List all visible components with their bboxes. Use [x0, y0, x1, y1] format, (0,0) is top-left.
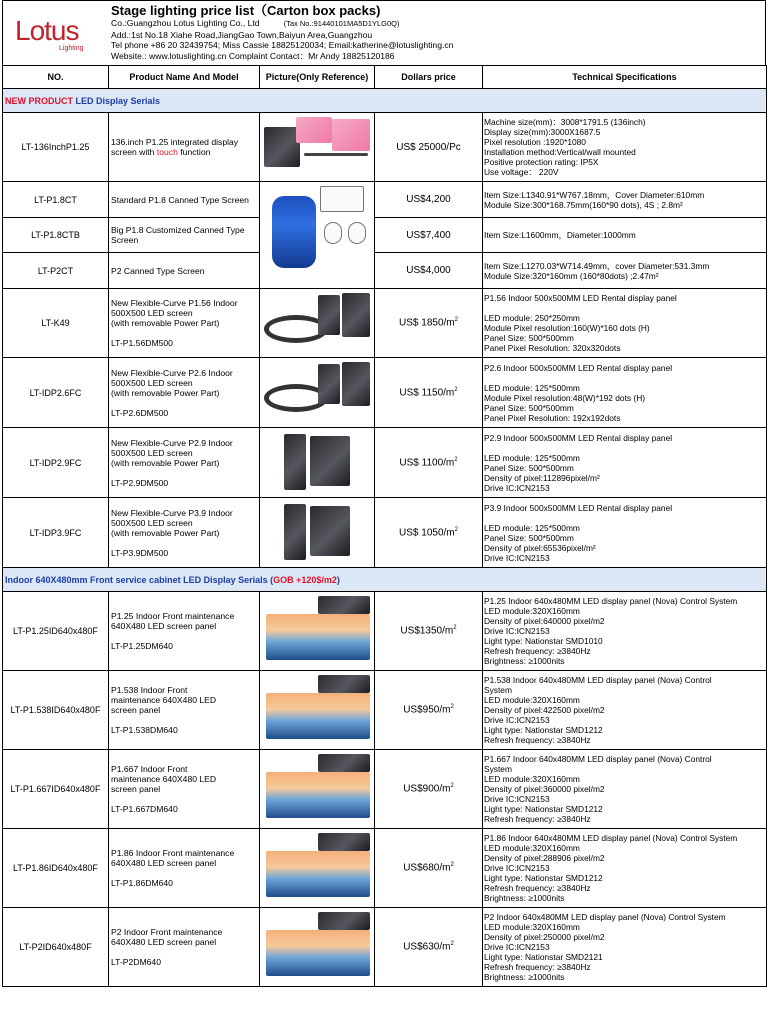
panel-image: [310, 506, 350, 556]
row-model-no: LT-P1.86ID640x480F: [3, 829, 109, 908]
table-row: [3, 829, 767, 908]
cabinet-image: [318, 754, 370, 772]
gob-highlight: GOB +120$/m2: [273, 574, 337, 585]
contact-line: Tel phone +86 20 32439754; Miss Cassie 18825120034; Email:katherine@lotuslighting.cn: [111, 40, 454, 50]
row-product-name: New Flexible-Curve P1.56 Indoor 500X500 LED screen (with removable Power Part) LT-P1.56DM500: [109, 289, 260, 358]
section-title: [3, 89, 767, 113]
panel-image: [318, 295, 340, 335]
product-picture: [260, 113, 375, 182]
row-spec: Item Size:L1340.91*W767.18mm，Cover Diameter:610mm Module Size:300*168.75mm(160*90 dots), 4S ; 2.8m²: [483, 182, 767, 218]
cabinet-image: [318, 596, 370, 614]
row-model-no: LT-P2CT: [3, 253, 109, 289]
col-header-name: Product Name And Model: [109, 66, 260, 89]
table-header-row: [3, 66, 767, 89]
row-product-name: P1.86 Indoor Front maintenance 640X480 LED screen panel LT-P1.86DM640: [109, 829, 260, 908]
product-picture: [260, 671, 375, 750]
row-price: US$ $1050/m^2$: [375, 498, 483, 568]
table-row: [3, 498, 767, 568]
col-header-no: NO.: [3, 66, 109, 89]
product-picture: [260, 289, 375, 358]
table-row: [3, 908, 767, 987]
row-model-no: LT-P1.667ID640x480F: [3, 750, 109, 829]
product-picture: [260, 428, 375, 498]
table-row: [3, 182, 767, 218]
row-price: $US\$630/m^2$: [375, 908, 483, 987]
diagram-image: [320, 186, 364, 212]
screen-image: [266, 851, 370, 897]
row-product-name: New Flexible-Curve P3.9 Indoor 500X500 LED screen (with removable Power Part) LT-P3.9DM500: [109, 498, 260, 568]
product-picture: [260, 750, 375, 829]
row-spec: Machine size(mm)：3008*1791.5 (136inch) Display size(mm):3000X1687.5 Pixel resolution :1920*1080 Installation method:Vertical/wall mounted Positive protection rating: IP5X Use voltage： 220V: [483, 113, 767, 182]
row-spec: P2.9 Indoor 500x500MM LED Rental display panel LED module: 125*500mm Panel Size: 500*500mm Density of pixel:112896pixel/m² Drive IC:ICN2153: [483, 428, 767, 498]
screen-image: [266, 772, 370, 818]
panel-image: [318, 364, 340, 404]
panel-image: [284, 434, 306, 490]
screen-image: [296, 117, 332, 143]
panel-image: [342, 362, 370, 406]
table-row: [3, 592, 767, 671]
product-picture: [260, 182, 375, 289]
table-row: [3, 253, 767, 289]
product-picture: [260, 592, 375, 671]
row-product-name: New Flexible-Curve P2.9 Indoor 500X500 LED screen (with removable Power Part) LT-P2.9DM500: [109, 428, 260, 498]
panel-image: [310, 436, 350, 486]
col-header-picture: Picture(Only Reference): [260, 66, 375, 89]
row-model-no: LT-IDP2.6FC: [3, 358, 109, 428]
row-price: $US\$950/m^2$: [375, 671, 483, 750]
company-name: Co.:Guangzhou Lotus Lighting Co., Ltd: [111, 18, 260, 28]
website-line: Website.: www.lotuslighting.cn Complaint Contact：Mr Andy 18825120186: [111, 50, 395, 61]
diagram-image: [348, 222, 366, 244]
price-table: [2, 65, 767, 987]
logo-subtext: Lighting: [59, 45, 84, 52]
panel-image: [264, 127, 300, 167]
screen-image: [332, 119, 370, 151]
company-line: [111, 18, 767, 30]
diagram-image: [324, 222, 342, 244]
row-price: US$ 25000/Pc: [375, 113, 483, 182]
row-spec: P1.25 Indoor 640x480MM LED display panel (Nova) Control System LED module:320X160mm Density of pixel:640000 pixel/m2 Drive IC:ICN2153 Light type: Nationstar SMD1010 Refresh frequency: ≥3840Hz Brightness: ≥1000nits: [483, 592, 767, 671]
header-info: [111, 3, 767, 61]
table-row: [3, 358, 767, 428]
row-price: US$ $1100/m^2$: [375, 428, 483, 498]
section-row-front-service: [3, 568, 767, 592]
row-model-no: LT-P1.8CTB: [3, 218, 109, 253]
screen-image: [266, 930, 370, 976]
row-price: $US\$1350/m^2$: [375, 592, 483, 671]
row-price: US$4,000: [375, 253, 483, 289]
row-product-name: New Flexible-Curve P2.6 Indoor 500X500 LED screen (with removable Power Part) LT-P2.6DM500: [109, 358, 260, 428]
row-spec: P1.538 Indoor 640x480MM LED display panel (Nova) Control System LED module:320X160mm Density of pixel:422500 pixel/m2 Drive IC:ICN2153 Light type: Nationstar SMD1212 Refresh frequency: ≥3840Hz: [483, 671, 767, 750]
section-row-new-product: [3, 89, 767, 113]
row-spec: P2.6 Indoor 500x500MM LED Rental display panel LED module: 125*500mm Module Pixel resolution:48(W)*192 dots (H) Panel Size: 500*500mm Panel Pixel Resolution: 192x192dots: [483, 358, 767, 428]
row-product-name: 136.inch P1.25 integrated display screen with touch function: [109, 113, 260, 182]
row-product-name: P1.25 Indoor Front maintenance 640X480 LED screen panel LT-P1.25DM640: [109, 592, 260, 671]
col-header-spec: Technical Specifications: [483, 66, 767, 89]
row-model-no: LT-IDP2.9FC: [3, 428, 109, 498]
logo-text: Lotus: [15, 15, 79, 46]
row-product-name: Big P1.8 Customized Canned Type Screen: [109, 218, 260, 253]
address-line: Add.:1st No.18 Xiahe Road,JiangGao Town,Baiyun Area,Guangzhou: [111, 29, 373, 40]
row-product-name: P2 Indoor Front maintenance 640X480 LED screen panel LT-P2DM640: [109, 908, 260, 987]
row-model-no: LT-P1.538ID640x480F: [3, 671, 109, 750]
panel-image: [342, 293, 370, 337]
row-price: US$7,400: [375, 218, 483, 253]
product-picture: [260, 829, 375, 908]
row-model-no: LT-P1.8CT: [3, 182, 109, 218]
row-price: US$ $1850/m^2$: [375, 289, 483, 358]
row-spec: P1.86 Indoor 640x480MM LED display panel (Nova) Control System LED module:320X160mm Density of pixel:288906 pixel/m2 Drive IC:ICN2153 Light type: Nationstar SMD1212 Refresh frequency: ≥3840Hz Brightness: ≥1000nits: [483, 829, 767, 908]
row-price: $US\$680/m^2$: [375, 829, 483, 908]
row-price: US$4,200: [375, 182, 483, 218]
row-spec: P1.56 Indoor 500x500MM LED Rental display panel LED module: 250*250mm Module Pixel resolution:160(W)*160 dots (H) Panel Size: 500*500mm Panel Pixel Resolution: 320x320dots: [483, 289, 767, 358]
table-row: [3, 289, 767, 358]
row-spec: Item Size:L1600mm，Diameter:1000mm: [483, 218, 767, 253]
row-model-no: LT-IDP3.9FC: [3, 498, 109, 568]
screen-image: [266, 614, 370, 660]
product-picture: [260, 908, 375, 987]
section-title: Indoor 640X480mm Front service cabinet LED Display Serials (GOB +120$/m2): [3, 568, 767, 592]
cabinet-image: [318, 833, 370, 851]
cabinet-image: [318, 912, 370, 930]
row-model-no: LT-136InchP1.25: [3, 113, 109, 182]
page-title: Stage lighting price list（Carton box packs): [111, 3, 381, 18]
table-row: [3, 671, 767, 750]
stand-image: [304, 153, 368, 156]
row-product-name: Standard P1.8 Canned Type Screen: [109, 182, 260, 218]
panel-image: [284, 504, 306, 560]
col-header-price: Dollars price: [375, 66, 483, 89]
product-picture: [260, 498, 375, 568]
row-spec: P3.9 Indoor 500x500MM LED Rental display panel LED module: 125*500mm Panel Size: 500*500mm Density of pixel:65536pixel/m² Drive IC:ICN2153: [483, 498, 767, 568]
company-logo: [15, 15, 95, 51]
row-spec: P1.667 Indoor 640x480MM LED display panel (Nova) Control System LED module:320X160mm Density of pixel:360000 pixel/m2 Drive IC:ICN2153 Light type: Nationstar SMD1212 Refresh frequency: ≥3840Hz: [483, 750, 767, 829]
table-row: [3, 113, 767, 182]
table-row: [3, 750, 767, 829]
touch-highlight: touch: [156, 147, 178, 157]
row-price: $US\$900/m^2$: [375, 750, 483, 829]
row-product-name: P2 Canned Type Screen: [109, 253, 260, 289]
row-model-no: LT-P2ID640x480F: [3, 908, 109, 987]
section-title-rest: LED Display Serials: [73, 95, 161, 106]
row-spec: Item Size:L1270.03*W714.49mm，cover Diameter:531.3mm Module Size:320*160mm (160*80dots) ;2.47m²: [483, 253, 767, 289]
row-model-no: LT-K49: [3, 289, 109, 358]
tax-number: (Tax No.:91440101MA5D1YLG0Q): [283, 19, 400, 28]
row-model-no: LT-P1.25ID640x480F: [3, 592, 109, 671]
table-row: [3, 218, 767, 253]
product-picture: [260, 358, 375, 428]
row-product-name: P1.667 Indoor Front maintenance 640X480 LED screen panel LT-P1.667DM640: [109, 750, 260, 829]
cabinet-image: [318, 675, 370, 693]
section-title-highlight: NEW PRODUCT: [5, 95, 73, 106]
canned-screen-image: [272, 196, 316, 268]
table-row: [3, 428, 767, 498]
row-product-name: P1.538 Indoor Front maintenance 640X480 LED screen panel LT-P1.538DM640: [109, 671, 260, 750]
document-header: [2, 0, 766, 66]
screen-image: [266, 693, 370, 739]
row-spec: P2 Indoor 640x480MM LED display panel (Nova) Control System LED module:320X160mm Density of pixel:250000 pixel/m2 Drive IC:ICN2153 Light type: Nationstar SMD2121 Refresh frequency: ≥3840Hz Brightness: ≥1000nits: [483, 908, 767, 987]
row-price: US$ $1150/m^2$: [375, 358, 483, 428]
